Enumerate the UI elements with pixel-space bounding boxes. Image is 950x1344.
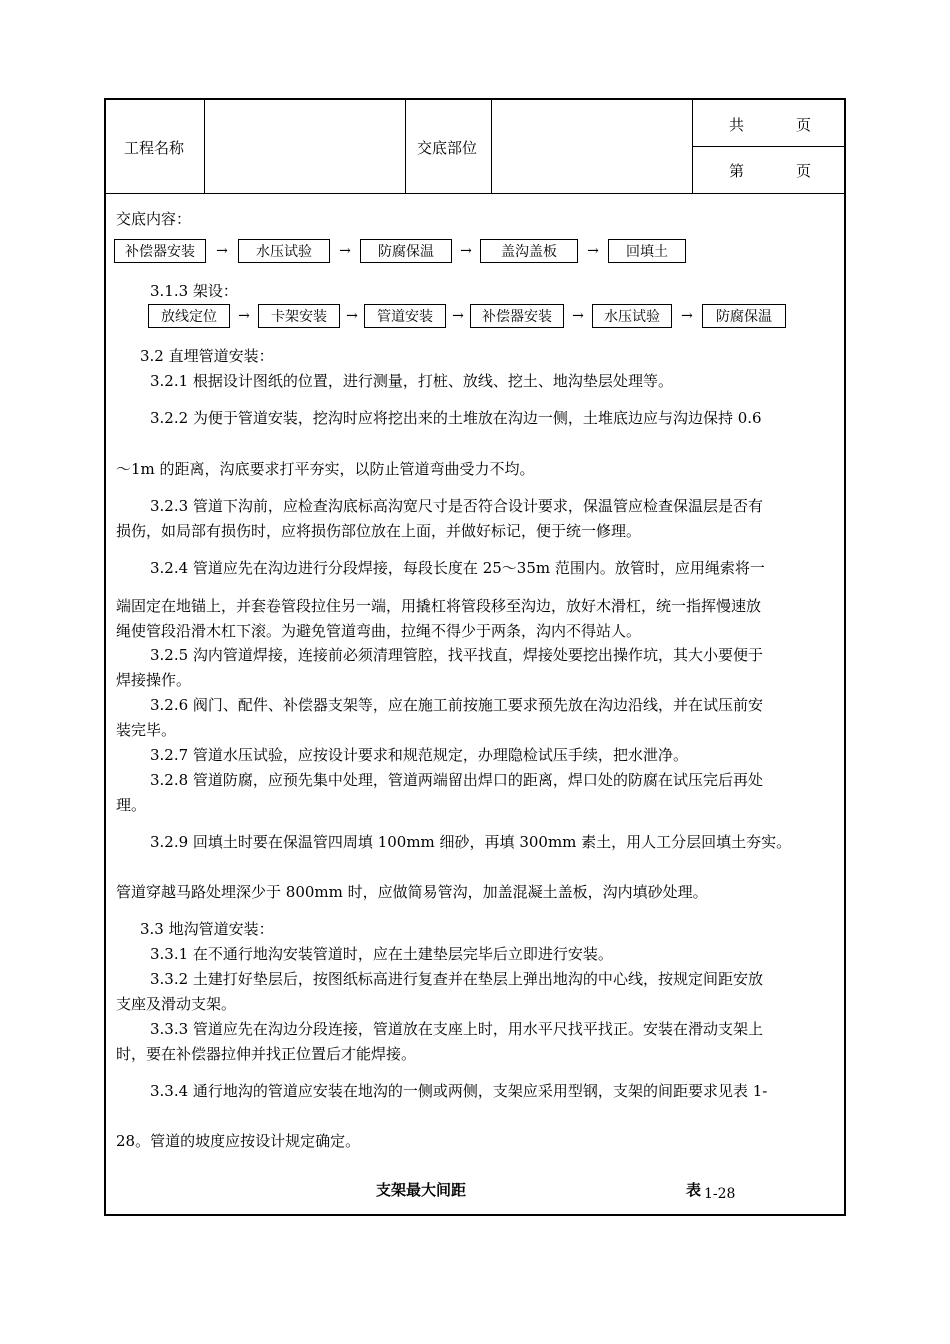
section-3-2-5: 3.2.5 沟内管道焊接，连接前必须清理管腔，找平找直，焊接处要挖出操作坑，其大小要便于 xyxy=(150,646,763,664)
section-3-2-3-cont: 损伤，如局部有损伤时，应将损伤部位放在上面，并做好标记，便于统一修理。 xyxy=(116,522,642,540)
section-3-2-6-cont: 装完毕。 xyxy=(116,721,177,739)
section-3-2-6: 3.2.6 阀门、配件、补偿器支架等，应在施工前按施工要求预先放在沟边沿线，并在试压前安 xyxy=(150,696,763,714)
flow-step: 水压试验 xyxy=(592,304,672,328)
arrow-right-icon: → xyxy=(238,308,250,324)
page-number-label: 第 xyxy=(729,162,745,180)
flow-step: 管道安装 xyxy=(364,304,446,328)
section-3-2-9: 3.2.9 回填土时要在保温管四周填 100mm 细砂，再填 300mm 素土，用人工分层回填土夯实。 xyxy=(150,833,792,851)
section-3-2-4-cont: 端固定在地锚上，并套卷管段拉住另一端，用撬杠将管段移至沟边，放好木滑杠，统一指挥慢速放 xyxy=(116,597,762,615)
section-3-1-3: 3.1.3 架设： xyxy=(150,282,238,300)
flow-step: 卡架安装 xyxy=(258,304,340,328)
flow-step: 回填土 xyxy=(608,239,686,263)
arrow-right-icon: → xyxy=(572,308,584,324)
section-3-3-3-cont: 时，要在补偿器拉伸并找正位置后才能焊接。 xyxy=(116,1045,417,1063)
section-3-2-4: 3.2.4 管道应先在沟边进行分段焊接，每段长度在 25～35m 范围内。放管时，应用绳索将一 xyxy=(150,559,765,577)
section-3-2-8-cont: 理。 xyxy=(116,796,147,814)
arrow-right-icon: → xyxy=(346,308,358,324)
location-label: 交底部位 xyxy=(417,139,478,157)
section-3-3-2: 3.3.2 土建打好垫层后，按图纸标高进行复查并在垫层上弹出地沟的中心线，按规定间距安放 xyxy=(150,970,763,988)
page-number-unit: 页 xyxy=(796,162,812,180)
flow-chart-1 xyxy=(114,238,686,264)
flow-step: 防腐保温 xyxy=(702,304,786,328)
section-3-3: 3.3 地沟管道安装： xyxy=(140,920,274,938)
section-3-3-3: 3.3.3 管道应先在沟边分段连接，管道放在支座上时，用水平尺找平找正。安装在滑动支架上 xyxy=(150,1020,763,1038)
section-3-2: 3.2 直埋管道安装： xyxy=(140,347,274,365)
section-3-2-1: 3.2.1 根据设计图纸的位置，进行测量，打桩、放线、挖土、地沟垫层处理等。 xyxy=(150,372,673,390)
arrow-right-icon: → xyxy=(452,308,464,324)
section-3-3-2-cont: 支座及滑动支架。 xyxy=(116,995,237,1013)
content-label: 交底内容： xyxy=(116,210,192,228)
project-name-label: 工程名称 xyxy=(124,139,185,157)
flow-step: 防腐保温 xyxy=(360,239,452,263)
arrow-right-icon: → xyxy=(339,243,351,259)
section-3-3-4-cont: 28。管道的坡度应按设计规定确定。 xyxy=(116,1132,361,1150)
total-pages-label: 共 xyxy=(729,116,745,134)
flow-step: 放线定位 xyxy=(148,304,230,328)
flow-step: 补偿器安装 xyxy=(470,304,564,328)
arrow-right-icon: → xyxy=(216,243,228,259)
total-pages-unit: 页 xyxy=(796,116,812,134)
header-table xyxy=(106,100,844,194)
table-number-label: 表 xyxy=(686,1181,702,1199)
section-3-2-8: 3.2.8 管道防腐，应预先集中处理，管道两端留出焊口的距离，焊口处的防腐在试压完后再处 xyxy=(150,771,763,789)
flow-step: 盖沟盖板 xyxy=(480,239,578,263)
flow-step: 水压试验 xyxy=(238,239,330,263)
section-3-3-1: 3.3.1 在不通行地沟安装管道时，应在土建垫层完毕后立即进行安装。 xyxy=(150,945,613,963)
section-3-2-3: 3.2.3 管道下沟前，应检查沟底标高沟宽尺寸是否符合设计要求，保温管应检查保温层是否有 xyxy=(150,497,763,515)
section-3-2-7: 3.2.7 管道水压试验，应按设计要求和规范规定，办理隐检试压手续，把水泄净。 xyxy=(150,746,688,764)
section-3-2-2-cont: ～1m 的距离，沟底要求打平夯实，以防止管道弯曲受力不均。 xyxy=(116,460,535,478)
flow-step: 补偿器安装 xyxy=(114,239,206,263)
flow-chart-2 xyxy=(148,303,786,329)
arrow-right-icon: → xyxy=(681,308,693,324)
header-divider xyxy=(204,100,205,193)
arrow-right-icon: → xyxy=(460,243,472,259)
table-caption: 支架最大间距 xyxy=(376,1181,467,1199)
header-divider xyxy=(405,100,406,193)
document-frame xyxy=(104,98,846,1216)
section-3-2-5-cont: 焊接操作。 xyxy=(116,671,192,689)
section-3-2-4-cont: 绳使管段沿滑木杠下滚。为避免管道弯曲，拉绳不得少于两条，沟内不得站人。 xyxy=(116,622,642,640)
section-3-2-9-cont: 管道穿越马路处埋深少于 800mm 时，应做简易管沟，加盖混凝土盖板，沟内填砂处理。 xyxy=(116,883,708,901)
section-3-2-2: 3.2.2 为便于管道安装，挖沟时应将挖出来的土堆放在沟边一侧，土堆底边应与沟边保持 0.6 xyxy=(150,409,762,427)
arrow-right-icon: → xyxy=(587,243,599,259)
section-3-3-4: 3.3.4 通行地沟的管道应安装在地沟的一侧或两侧，支架应采用型钢，支架的间距要求见表 1- xyxy=(150,1082,768,1100)
header-divider xyxy=(491,100,492,193)
header-divider xyxy=(692,146,844,147)
table-number: 1-28 xyxy=(704,1186,736,1202)
